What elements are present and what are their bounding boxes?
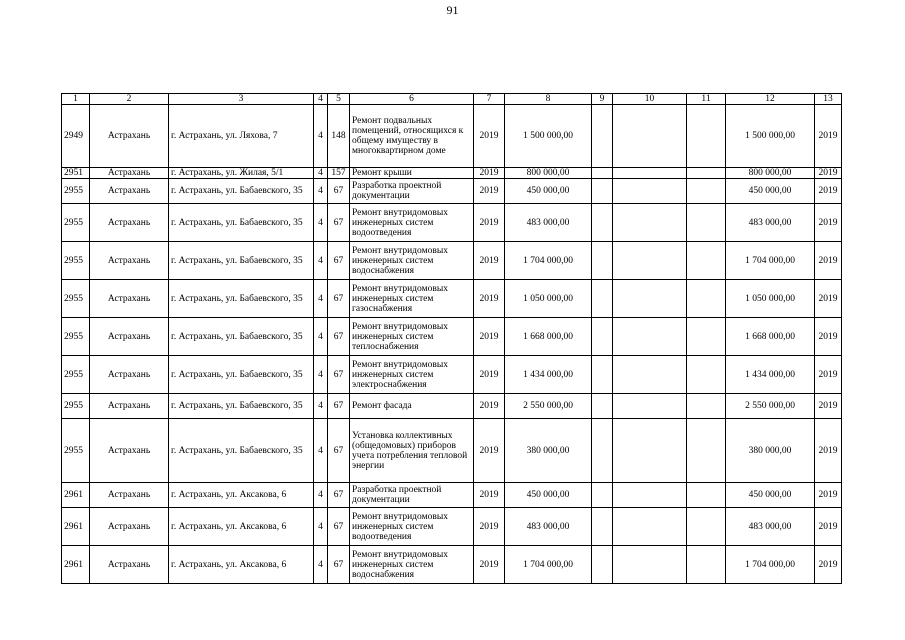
empty-cell <box>613 508 687 546</box>
table-row <box>62 318 842 356</box>
col4-cell: 4 <box>314 280 328 318</box>
empty-cell <box>687 242 726 280</box>
address-cell: г. Астрахань, ул. Ляхова, 7 <box>169 105 314 168</box>
city-cell: Астрахань <box>90 394 169 419</box>
year-end-cell: 2019 <box>815 280 842 318</box>
empty-cell <box>613 419 687 483</box>
col4-cell: 4 <box>314 394 328 419</box>
table-row <box>62 508 842 546</box>
column-number-row <box>62 94 842 105</box>
total-cell: 380 000,00 <box>726 419 815 483</box>
col5-cell: 67 <box>328 179 350 204</box>
col5-cell: 67 <box>328 394 350 419</box>
total-cell: 483 000,00 <box>726 508 815 546</box>
empty-cell <box>613 483 687 508</box>
column-number: 1 <box>62 94 90 105</box>
cost-cell: 483 000,00 <box>505 508 592 546</box>
col4-cell: 4 <box>314 105 328 168</box>
year-cell: 2019 <box>474 394 505 419</box>
work-type-cell: Разработка проектной документации <box>350 483 474 508</box>
work-type-cell: Разработка проектной документации <box>350 179 474 204</box>
year-cell: 2019 <box>474 280 505 318</box>
work-type-cell: Ремонт внутридомовых инженерных систем электроснабжения <box>350 356 474 394</box>
col5-cell: 157 <box>328 168 350 179</box>
col5-cell: 67 <box>328 318 350 356</box>
city-cell: Астрахань <box>90 179 169 204</box>
table-row <box>62 204 842 242</box>
work-type-cell: Ремонт внутридомовых инженерных систем теплоснабжения <box>350 318 474 356</box>
row-id: 2961 <box>62 508 90 546</box>
total-cell: 1 668 000,00 <box>726 318 815 356</box>
empty-cell <box>687 546 726 584</box>
row-id: 2955 <box>62 179 90 204</box>
year-end-cell: 2019 <box>815 204 842 242</box>
year-cell: 2019 <box>474 508 505 546</box>
empty-cell <box>592 168 613 179</box>
year-end-cell: 2019 <box>815 168 842 179</box>
cost-cell: 1 500 000,00 <box>505 105 592 168</box>
col5-cell: 67 <box>328 483 350 508</box>
work-type-cell: Ремонт внутридомовых инженерных систем водоснабжения <box>350 242 474 280</box>
year-cell: 2019 <box>474 168 505 179</box>
col4-cell: 4 <box>314 204 328 242</box>
empty-cell <box>613 280 687 318</box>
year-end-cell: 2019 <box>815 179 842 204</box>
work-type-cell: Ремонт внутридомовых инженерных систем водоснабжения <box>350 546 474 584</box>
total-cell: 1 704 000,00 <box>726 242 815 280</box>
year-cell: 2019 <box>474 105 505 168</box>
total-cell: 1 500 000,00 <box>726 105 815 168</box>
year-end-cell: 2019 <box>815 356 842 394</box>
address-cell: г. Астрахань, ул. Бабаевского, 35 <box>169 204 314 242</box>
work-type-cell: Ремонт фасада <box>350 394 474 419</box>
empty-cell <box>687 508 726 546</box>
column-number: 8 <box>505 94 592 105</box>
col4-cell: 4 <box>314 168 328 179</box>
cost-cell: 380 000,00 <box>505 419 592 483</box>
row-id: 2961 <box>62 546 90 584</box>
work-type-cell: Ремонт внутридомовых инженерных систем водоотведения <box>350 508 474 546</box>
table-row <box>62 242 842 280</box>
empty-cell <box>687 105 726 168</box>
address-cell: г. Астрахань, ул. Аксакова, 6 <box>169 508 314 546</box>
col5-cell: 67 <box>328 280 350 318</box>
empty-cell <box>687 419 726 483</box>
city-cell: Астрахань <box>90 318 169 356</box>
work-type-cell: Ремонт подвальных помещений, относящихся к общему имуществу в многоквартирном доме <box>350 105 474 168</box>
city-cell: Астрахань <box>90 168 169 179</box>
works-table <box>61 93 842 584</box>
year-end-cell: 2019 <box>815 508 842 546</box>
empty-cell <box>687 483 726 508</box>
column-number: 2 <box>90 94 169 105</box>
col5-cell: 67 <box>328 508 350 546</box>
address-cell: г. Астрахань, ул. Бабаевского, 35 <box>169 280 314 318</box>
year-end-cell: 2019 <box>815 483 842 508</box>
cost-cell: 483 000,00 <box>505 204 592 242</box>
col5-cell: 67 <box>328 419 350 483</box>
column-number: 7 <box>474 94 505 105</box>
empty-cell <box>613 105 687 168</box>
empty-cell <box>687 280 726 318</box>
col5-cell: 67 <box>328 204 350 242</box>
city-cell: Астрахань <box>90 508 169 546</box>
table-row <box>62 168 842 179</box>
cost-cell: 1 704 000,00 <box>505 546 592 584</box>
cost-cell: 1 050 000,00 <box>505 280 592 318</box>
total-cell: 450 000,00 <box>726 179 815 204</box>
table-row <box>62 356 842 394</box>
empty-cell <box>592 105 613 168</box>
city-cell: Астрахань <box>90 546 169 584</box>
col4-cell: 4 <box>314 508 328 546</box>
empty-cell <box>613 356 687 394</box>
year-cell: 2019 <box>474 242 505 280</box>
cost-cell: 1 434 000,00 <box>505 356 592 394</box>
cost-cell: 1 668 000,00 <box>505 318 592 356</box>
empty-cell <box>592 394 613 419</box>
year-cell: 2019 <box>474 179 505 204</box>
row-id: 2955 <box>62 356 90 394</box>
empty-cell <box>687 168 726 179</box>
city-cell: Астрахань <box>90 356 169 394</box>
column-number: 6 <box>350 94 474 105</box>
page-number: 91 <box>446 3 459 17</box>
work-type-cell: Ремонт внутридомовых инженерных систем газоснабжения <box>350 280 474 318</box>
total-cell: 1 434 000,00 <box>726 356 815 394</box>
column-number: 5 <box>328 94 350 105</box>
cost-cell: 800 000,00 <box>505 168 592 179</box>
row-id: 2955 <box>62 242 90 280</box>
row-id: 2955 <box>62 419 90 483</box>
col4-cell: 4 <box>314 318 328 356</box>
address-cell: г. Астрахань, ул. Аксакова, 6 <box>169 483 314 508</box>
city-cell: Астрахань <box>90 105 169 168</box>
empty-cell <box>592 204 613 242</box>
empty-cell <box>687 318 726 356</box>
empty-cell <box>687 356 726 394</box>
column-number: 12 <box>726 94 815 105</box>
total-cell: 800 000,00 <box>726 168 815 179</box>
address-cell: г. Астрахань, ул. Жилая, 5/1 <box>169 168 314 179</box>
year-end-cell: 2019 <box>815 546 842 584</box>
empty-cell <box>613 179 687 204</box>
year-end-cell: 2019 <box>815 105 842 168</box>
empty-cell <box>592 356 613 394</box>
row-id: 2955 <box>62 394 90 419</box>
address-cell: г. Астрахань, ул. Аксакова, 6 <box>169 546 314 584</box>
table-row <box>62 483 842 508</box>
total-cell: 450 000,00 <box>726 483 815 508</box>
empty-cell <box>592 546 613 584</box>
col4-cell: 4 <box>314 179 328 204</box>
empty-cell <box>613 242 687 280</box>
table-row <box>62 105 842 168</box>
column-number: 4 <box>314 94 328 105</box>
empty-cell <box>613 204 687 242</box>
empty-cell <box>613 318 687 356</box>
column-number: 10 <box>613 94 687 105</box>
year-cell: 2019 <box>474 483 505 508</box>
work-type-cell: Ремонт крыши <box>350 168 474 179</box>
empty-cell <box>687 394 726 419</box>
col5-cell: 148 <box>328 105 350 168</box>
address-cell: г. Астрахань, ул. Бабаевского, 35 <box>169 242 314 280</box>
cost-cell: 2 550 000,00 <box>505 394 592 419</box>
year-end-cell: 2019 <box>815 242 842 280</box>
col5-cell: 67 <box>328 356 350 394</box>
address-cell: г. Астрахань, ул. Бабаевского, 35 <box>169 318 314 356</box>
cost-cell: 1 704 000,00 <box>505 242 592 280</box>
empty-cell <box>592 179 613 204</box>
table-row <box>62 394 842 419</box>
empty-cell <box>687 179 726 204</box>
column-number: 3 <box>169 94 314 105</box>
total-cell: 1 704 000,00 <box>726 546 815 584</box>
address-cell: г. Астрахань, ул. Бабаевского, 35 <box>169 394 314 419</box>
col5-cell: 67 <box>328 546 350 584</box>
col4-cell: 4 <box>314 546 328 584</box>
table-row <box>62 280 842 318</box>
year-cell: 2019 <box>474 356 505 394</box>
total-cell: 483 000,00 <box>726 204 815 242</box>
empty-cell <box>592 318 613 356</box>
year-cell: 2019 <box>474 204 505 242</box>
total-cell: 2 550 000,00 <box>726 394 815 419</box>
row-id: 2961 <box>62 483 90 508</box>
cost-cell: 450 000,00 <box>505 483 592 508</box>
year-cell: 2019 <box>474 546 505 584</box>
col4-cell: 4 <box>314 242 328 280</box>
table-row <box>62 179 842 204</box>
column-number: 11 <box>687 94 726 105</box>
empty-cell <box>592 242 613 280</box>
empty-cell <box>592 280 613 318</box>
address-cell: г. Астрахань, ул. Бабаевского, 35 <box>169 356 314 394</box>
city-cell: Астрахань <box>90 419 169 483</box>
year-end-cell: 2019 <box>815 318 842 356</box>
empty-cell <box>613 168 687 179</box>
row-id: 2951 <box>62 168 90 179</box>
total-cell: 1 050 000,00 <box>726 280 815 318</box>
address-cell: г. Астрахань, ул. Бабаевского, 35 <box>169 179 314 204</box>
empty-cell <box>613 394 687 419</box>
city-cell: Астрахань <box>90 242 169 280</box>
column-number: 9 <box>592 94 613 105</box>
row-id: 2955 <box>62 204 90 242</box>
row-id: 2955 <box>62 280 90 318</box>
year-end-cell: 2019 <box>815 394 842 419</box>
empty-cell <box>592 508 613 546</box>
table-row <box>62 419 842 483</box>
city-cell: Астрахань <box>90 204 169 242</box>
row-id: 2949 <box>62 105 90 168</box>
col4-cell: 4 <box>314 483 328 508</box>
address-cell: г. Астрахань, ул. Бабаевского, 35 <box>169 419 314 483</box>
table-row <box>62 546 842 584</box>
cost-cell: 450 000,00 <box>505 179 592 204</box>
empty-cell <box>592 419 613 483</box>
empty-cell <box>592 483 613 508</box>
empty-cell <box>613 546 687 584</box>
col5-cell: 67 <box>328 242 350 280</box>
row-id: 2955 <box>62 318 90 356</box>
city-cell: Астрахань <box>90 483 169 508</box>
work-type-cell: Установка коллективных (общедомовых) приборов учета потребления тепловой энергии <box>350 419 474 483</box>
city-cell: Астрахань <box>90 280 169 318</box>
column-number: 13 <box>815 94 842 105</box>
work-type-cell: Ремонт внутридомовых инженерных систем водоотведения <box>350 204 474 242</box>
empty-cell <box>687 204 726 242</box>
col4-cell: 4 <box>314 419 328 483</box>
col4-cell: 4 <box>314 356 328 394</box>
year-cell: 2019 <box>474 419 505 483</box>
year-end-cell: 2019 <box>815 419 842 483</box>
year-cell: 2019 <box>474 318 505 356</box>
